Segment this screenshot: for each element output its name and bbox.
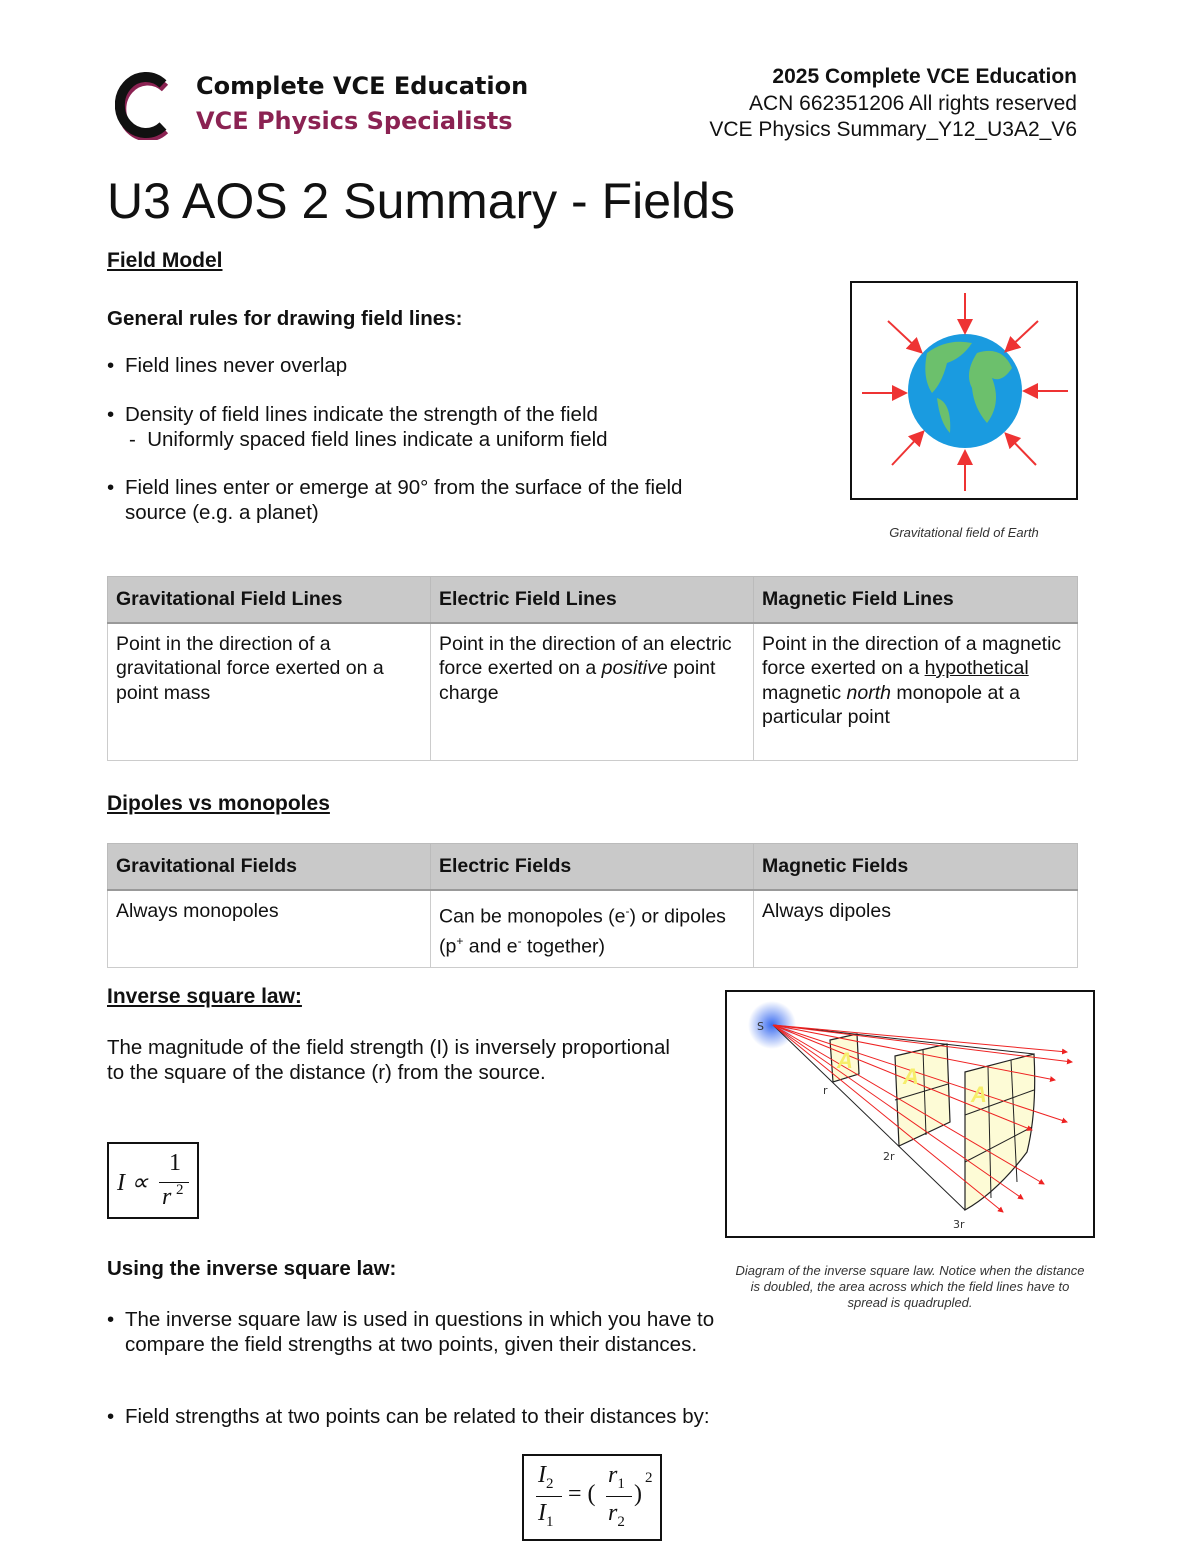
- table-row: [108, 890, 1078, 968]
- header-doc-id: VCE Physics Summary_Y12_U3A2_V6: [709, 118, 1077, 141]
- logo-c-icon: [115, 70, 175, 140]
- section-heading-dipoles: Dipoles vs monopoles: [107, 792, 330, 815]
- list-item: • Density of field lines indicate the strength of the field - Uniformly spaced field lines indicate a uniform field: [107, 403, 608, 451]
- list-item: • Field strengths at two points can be related to their distances by:: [107, 1405, 710, 1428]
- section-heading-field-model: Field Model: [107, 249, 223, 272]
- diagram-area-label: A: [903, 1064, 919, 1089]
- diagram-source-label: S: [757, 1020, 764, 1033]
- inverse-square-caption: Diagram of the inverse square law. Notice when the distance is doubled, the area across which the field lines have to spread is quadrupled.: [735, 1263, 1085, 1310]
- inverse-square-formula: I ∝ 1 r 2: [107, 1142, 199, 1219]
- field-lines-table: [107, 576, 1078, 761]
- inverse-square-description: The magnitude of the field strength (I) is inversely proportional to the square of the distance (r) from the source.: [107, 1036, 670, 1084]
- column-header: Magnetic Fields: [754, 844, 1078, 890]
- table-cell: Always monopoles: [108, 890, 431, 968]
- inverse-square-diagram: [725, 990, 1095, 1238]
- header-acn: ACN 662351206 All rights reserved: [748, 91, 1077, 115]
- sub-list-item: Uniformly spaced field lines indicate a uniform field: [147, 427, 608, 451]
- subheading-field-lines: General rules for drawing field lines:: [107, 307, 463, 330]
- logo-title: Complete VCE Education: [196, 72, 529, 100]
- table-header-row: [108, 577, 1078, 623]
- earth-gravitational-field-icon: [852, 283, 1076, 498]
- ratio-formula: $I_2$ $I_1$ = ( $r_1$ $r_2$ ) 2: [522, 1454, 662, 1541]
- earth-diagram-caption: Gravitational field of Earth: [889, 525, 1039, 540]
- page-title: U3 AOS 2 Summary - Fields: [107, 173, 735, 229]
- subheading-using-inverse-square: Using the inverse square law:: [107, 1257, 397, 1280]
- column-header: Magnetic Field Lines: [754, 577, 1078, 623]
- column-header: Gravitational Fields: [108, 844, 431, 890]
- table-cell: Always dipoles: [754, 890, 1078, 968]
- table-cell: Point in the direction of a gravitational force exerted on a point mass: [108, 623, 431, 761]
- diagram-distance-label: 3r: [953, 1218, 965, 1231]
- table-row: [108, 623, 1078, 761]
- list-item: • Field lines enter or emerge at 90° from the surface of the field source (e.g. a planet): [107, 476, 683, 524]
- document-header: [709, 64, 1077, 144]
- list-item: • The inverse square law is used in questions in which you have to compare the field strengths at two points, given their distances.: [107, 1308, 715, 1356]
- column-header: Gravitational Field Lines: [108, 577, 431, 623]
- section-heading-inverse-square: Inverse square law:: [107, 985, 302, 1008]
- table-cell: Can be monopoles (e-) or dipoles (p+ and e- together): [431, 890, 754, 968]
- column-header: Electric Field Lines: [431, 577, 754, 623]
- diagram-area-label: A: [971, 1082, 987, 1107]
- logo-subtitle: VCE Physics Specialists: [196, 107, 513, 135]
- earth-field-diagram: [850, 281, 1078, 500]
- table-header-row: [108, 844, 1078, 890]
- column-header: Electric Fields: [431, 844, 754, 890]
- dipoles-table: [107, 843, 1078, 968]
- header-company: 2025 Complete VCE Education: [772, 65, 1077, 88]
- table-cell: Point in the direction of an electric force exerted on a positive point charge: [431, 623, 754, 761]
- diagram-distance-label: 2r: [883, 1150, 895, 1163]
- list-item: • Field lines never overlap: [107, 354, 348, 377]
- diagram-area-label: A: [837, 1048, 853, 1073]
- table-cell: Point in the direction of a magnetic force exerted on a hypothetical magnetic north monopole at a particular point: [754, 623, 1078, 761]
- diagram-distance-label: r: [823, 1084, 828, 1097]
- inverse-square-illustration: [727, 992, 1093, 1236]
